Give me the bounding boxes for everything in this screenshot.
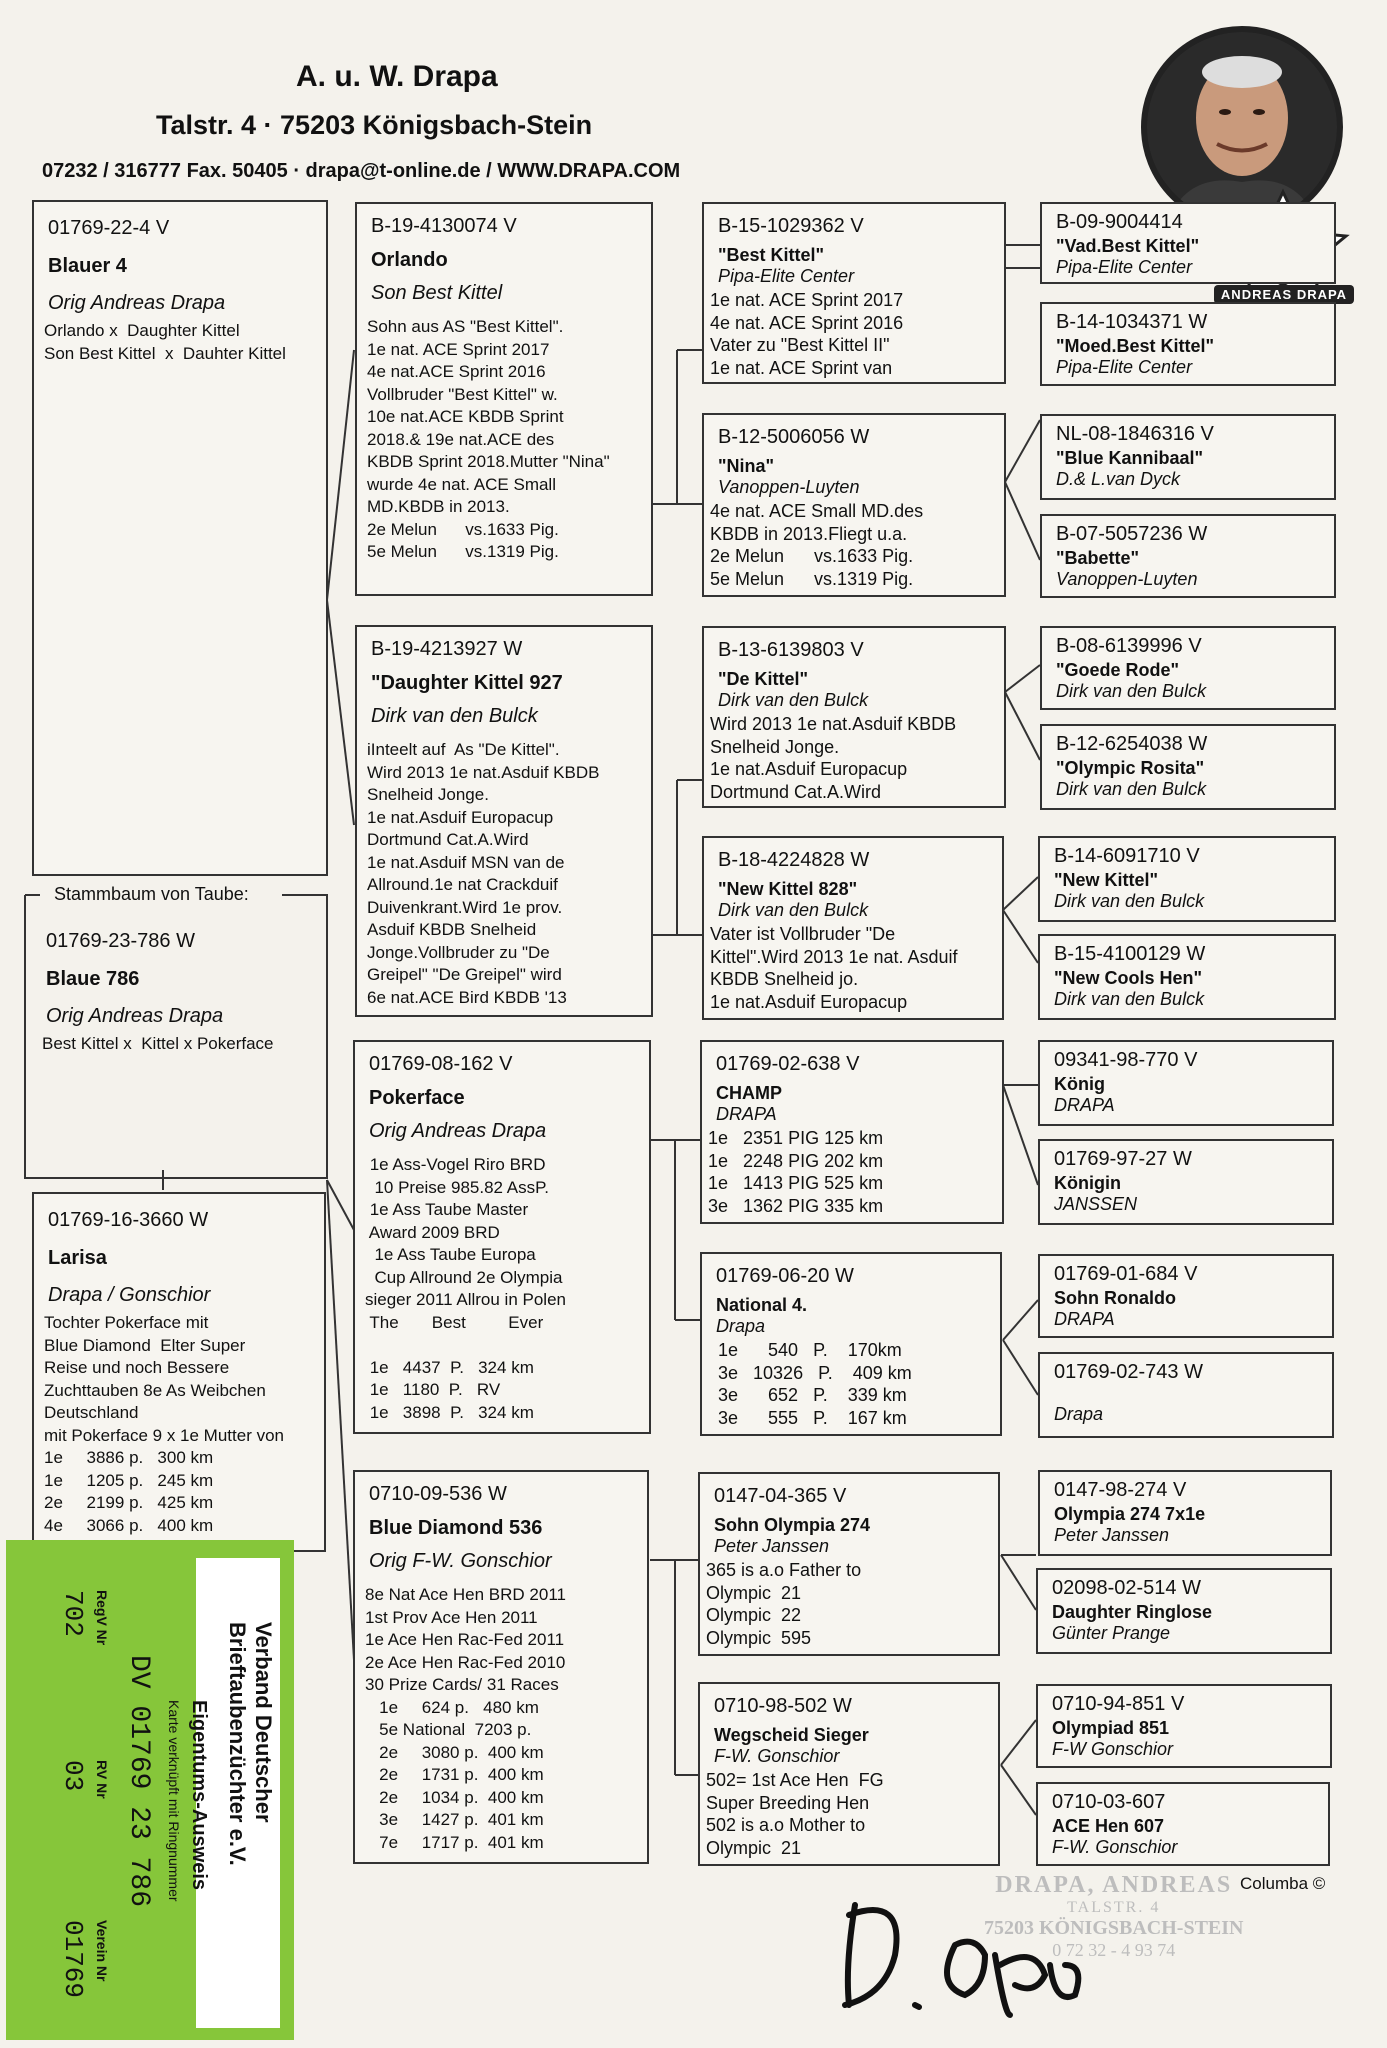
breeder: Orig F-W. Gonschior [369, 1550, 552, 1572]
card-verein-label: Verein Nr [94, 1920, 110, 1982]
notes: Orlando x Daughter Kittel Son Best Kittel x Dauhter Kittel [44, 321, 286, 363]
card-rv-value: 03 [58, 1760, 88, 1792]
pedigree-g4-8 [1038, 1040, 1334, 1126]
notes: 1e 540 P. 170km 3e 10326 P. 409 km 3e 652 P. 339 km 3e 555 P. 167 km [718, 1340, 912, 1428]
breeder: Drapa [1054, 1404, 1104, 1424]
pigeon-name: CHAMP [716, 1083, 782, 1103]
card-rv-label: RV Nr [94, 1760, 110, 1799]
ring-number: B-12-6254038 W [1056, 733, 1208, 755]
pedigree-g4-9 [1038, 1139, 1334, 1225]
ring-number: B-07-5057236 W [1056, 523, 1208, 545]
breeder: Pipa-Elite Center [718, 266, 855, 286]
breeder: Pipa-Elite Center [1056, 257, 1193, 277]
logo-text: ANDREAS DRAPA [1214, 285, 1354, 304]
pigeon-name: "Daughter Kittel 927 [371, 672, 563, 694]
breeder: Dirk van den Bulck [371, 705, 538, 727]
stamp-line3: 75203 KÖNIGSBACH-STEIN [984, 1917, 1244, 1939]
pedigree-g4-7 [1038, 934, 1336, 1020]
breeder-name: A. u. W. Drapa [296, 60, 498, 93]
pedigree-g4-6 [1038, 836, 1336, 922]
pedigree-g4-0 [1040, 202, 1336, 284]
pigeon-name: Blue Diamond 536 [369, 1517, 543, 1539]
ring-number: B-15-1029362 V [718, 215, 864, 237]
pigeon-name: "New Cools Hen" [1054, 968, 1203, 988]
breeder-address: Talstr. 4 · 75203 Königsbach-Stein [156, 110, 593, 140]
stamp-line1: DRAPA, ANDREAS [995, 1872, 1233, 1898]
pigeon-name: Orlando [371, 249, 448, 271]
pedigree-g3-1 [702, 413, 1006, 597]
breeder: F-W Gonschior [1052, 1739, 1174, 1759]
pigeon-name: Blaue 786 [46, 968, 140, 990]
breeder: Dirk van den Bulck [718, 690, 869, 710]
ring-number: 0710-03-607 [1052, 1791, 1166, 1813]
pigeon-name: "Nina" [718, 456, 775, 476]
notes: Tochter Pokerface mit Blue Diamond Elter Super Reise und noch Bessere Zuchttauben 8e As Weibchen Deutschland mit Pokerface 9 x 1e Mutter von 1e 3886 p. 300 km 1e 1205 p. 245 km 2e 2199 p. 425 km 4e 3066 p. 400 km [44, 1313, 284, 1535]
ring-number: 01769-08-162 V [369, 1053, 513, 1075]
ring-number: B-15-4100129 W [1054, 943, 1206, 965]
pedigree-g4-3 [1040, 514, 1336, 598]
breeder: DRAPA [1054, 1309, 1115, 1329]
copyright: Columba © [1240, 1874, 1326, 1893]
pigeon-name: Larisa [48, 1247, 107, 1269]
breeder: Dirk van den Bulck [718, 900, 869, 920]
card-regv-value: 702 [58, 1590, 88, 1637]
notes: Best Kittel x Kittel x Pokerface [42, 1034, 274, 1053]
breeder: JANSSEN [1054, 1194, 1138, 1214]
pigeon-name: "Best Kittel" [718, 245, 825, 265]
ring-number: B-18-4224828 W [718, 849, 870, 871]
pigeon-name: Sohn Ronaldo [1054, 1288, 1176, 1308]
pigeon-name: Blauer 4 [48, 255, 127, 277]
pedigree-g4-12 [1038, 1470, 1332, 1556]
pigeon-name: König [1054, 1074, 1105, 1094]
section-label: Stammbaum von Taube: [48, 884, 255, 905]
pigeon-name: "New Kittel" [1054, 870, 1159, 890]
handwritten-signature [835, 1885, 1095, 2025]
ring-number: B-14-6091710 V [1054, 845, 1200, 867]
pedigree-g4-1 [1040, 302, 1336, 386]
breeder: Dirk van den Bulck [1056, 681, 1207, 701]
ring-number: B-13-6139803 V [718, 639, 864, 661]
ring-number: B-09-9004414 [1056, 211, 1183, 233]
breeder-contact: 07232 / 316777 Fax. 50405 · drapa@t-online.de / WWW.DRAPA.COM [42, 160, 681, 182]
ring-number: B-12-5006056 W [718, 426, 870, 448]
notes: 365 is a.o Father to Olympic 21 Olympic 22 Olympic 595 [706, 1560, 862, 1648]
ring-number: 0710-09-536 W [369, 1483, 507, 1505]
notes: 1e nat. ACE Sprint 2017 4e nat. ACE Sprint 2016 Vater zu "Best Kittel II" 1e nat. ACE Sprint van [710, 290, 904, 378]
notes: iInteelt auf As "De Kittel". Wird 2013 1e nat.Asduif KBDB Snelheid Jonge. 1e nat.Asduif Europacup Dortmund Cat.A.Wird 1e nat.Asduif MSN van de Allround.1e nat Crackduif Duivenkrant.Wird 1e prov. Asduif KBDB Snelheid Jonge.Vollbruder zu "De Greipel" "De Greipel" wird 6e nat.ACE Bird KBDB '13 [367, 740, 600, 1007]
pedigree-g3-4 [700, 1040, 1004, 1224]
breeder: F-W. Gonschior [1052, 1837, 1178, 1857]
ring-number: 01769-06-20 W [716, 1265, 854, 1287]
card-number: DV 01769 23 786 [123, 1655, 154, 1908]
notes: 1e 2351 PIG 125 km 1e 2248 PIG 202 km 1e 1413 PIG 525 km 3e 1362 PIG 335 km [708, 1128, 884, 1216]
breeder: Orig Andreas Drapa [369, 1120, 547, 1142]
card-small-text: Karte verknüpft mit Ringnummer [166, 1700, 182, 1902]
ring-number: 01769-16-3660 W [48, 1209, 209, 1231]
pigeon-name: ACE Hen 607 [1052, 1816, 1165, 1836]
ring-number: 01769-23-786 W [46, 930, 195, 952]
breeder: Dirk van den Bulck [1054, 891, 1205, 911]
pedigree-g4-13 [1036, 1568, 1332, 1654]
ring-number: 0710-94-851 V [1052, 1693, 1185, 1715]
breeder: Orig Andreas Drapa [48, 292, 226, 314]
pedigree-sire [355, 202, 653, 596]
pigeon-name: Pokerface [369, 1087, 465, 1109]
pedigree-g4-10 [1038, 1254, 1334, 1338]
pigeon-name: "Blue Kannibaal" [1056, 448, 1204, 468]
breeder: Orig Andreas Drapa [46, 1005, 224, 1027]
pedigree-g3-6 [698, 1472, 1000, 1656]
pedigree-g4-11 [1038, 1352, 1334, 1438]
pedigree-g4-5 [1040, 724, 1336, 810]
ring-number: B-19-4213927 W [371, 638, 523, 660]
breeder: Drapa / Gonschior [48, 1284, 211, 1306]
ring-number: 0147-98-274 V [1054, 1479, 1187, 1501]
notes: Wird 2013 1e nat.Asduif KBDB Snelheid Jonge. 1e nat.Asduif Europacup Dortmund Cat.A.Wird [710, 714, 957, 802]
card-rotated-content [14, 1550, 294, 2030]
notes: Sohn aus AS "Best Kittel". 1e nat. ACE Sprint 2017 4e nat.ACE Sprint 2016 Vollbruder "Best Kittel" w. 10e nat.ACE KBDB Sprint 2018.& 19e nat.ACE des KBDB Sprint 2018.Mutter "Nina" wurde 4e nat. ACE Small MD.KBDB in 2013. 2e Melun vs.1633 Pig. 5e Melun vs.1319 Pig. [367, 317, 610, 561]
pigeon-name: "Moed.Best Kittel" [1056, 336, 1215, 356]
ring-number: 01769-02-743 W [1054, 1361, 1203, 1383]
card-title [224, 1622, 276, 1922]
pigeon-name: National 4. [716, 1295, 808, 1315]
pedigree-g4-2 [1040, 414, 1336, 500]
notes: 8e Nat Ace Hen BRD 2011 1st Prov Ace Hen 2011 1e Ace Hen Rac-Fed 2011 2e Ace Hen Rac-Fed 2010 30 Prize Cards/ 31 Races 1e 624 p. 480 km 5e National 7203 p. 2e 3080 p. 400 km 2e 1731 p. 400 km 2e 1034 p. 400 km 3e 1427 p. 401 km 7e 1717 p. 401 km [365, 1585, 566, 1852]
pigeon-name: Olympia 274 7x1e [1054, 1504, 1206, 1524]
pedigree-dam [355, 625, 653, 1017]
pigeon-name: Königin [1054, 1173, 1121, 1193]
pigeon-name: "De Kittel" [718, 669, 809, 689]
ring-number: 09341-98-770 V [1054, 1049, 1198, 1071]
breeder: Vanoppen-Luyten [718, 477, 860, 497]
breeder: Son Best Kittel [371, 282, 503, 304]
stamp-line2: TALSTR. 4 [1067, 1899, 1161, 1916]
ring-number: 01769-01-684 V [1054, 1263, 1198, 1285]
notes: 1e Ass-Vogel Riro BRD 10 Preise 985.82 AssP. 1e Ass Taube Master Award 2009 BRD 1e Ass Taube Europa Cup Allround 2e Olympia sieger 2011 Allrou in Polen The Best Ever 1e 4437 P. 324 km 1e 1180 P. RV 1e 3898 P. 324 km [365, 1155, 566, 1422]
card-verein-value: 01769 [58, 1920, 88, 1999]
breeder: Pipa-Elite Center [1056, 357, 1193, 377]
notes: 502= 1st Ace Hen FG Super Breeding Hen 502 is a.o Mother to Olympic 21 [706, 1770, 884, 1858]
breeder: DRAPA [716, 1104, 777, 1124]
breeder: Vanoppen-Luyten [1056, 569, 1198, 589]
pigeon-name: "Olympic Rosita" [1056, 758, 1205, 778]
card-title-line2: Brieftaubenzüchter e.V. [225, 1622, 250, 1866]
ring-number: B-08-6139996 V [1056, 635, 1202, 657]
pedigree-g4-14 [1036, 1684, 1332, 1768]
breeder: F-W. Gonschior [714, 1746, 840, 1766]
pedigree-sibling2 [32, 1192, 326, 1552]
breeder: Peter Janssen [1054, 1525, 1170, 1545]
breeder: Günter Prange [1052, 1623, 1171, 1643]
pigeon-name: "Babette" [1056, 548, 1140, 568]
ring-number: 01769-97-27 W [1054, 1148, 1192, 1170]
ring-number: 0147-04-365 V [714, 1485, 847, 1507]
notes: Vater ist Vollbruder "De Kittel".Wird 2013 1e nat. Asduif KBDB Snelheid jo. 1e nat.Asduif Europacup [710, 924, 958, 1012]
breeder: D.& L.van Dyck [1056, 469, 1181, 489]
pedigree-g3-0 [702, 202, 1006, 384]
pedigree-sibling2-dam [353, 1470, 649, 1864]
ownership-card [6, 1540, 294, 2040]
card-regv-label: RegV Nr [94, 1590, 110, 1646]
pedigree-sibling [32, 915, 328, 1180]
ring-number: 02098-02-514 W [1052, 1577, 1201, 1599]
pigeon-name: Sohn Olympia 274 [714, 1515, 871, 1535]
pigeon-name: "Goede Rode" [1056, 660, 1180, 680]
ring-number: NL-08-1846316 V [1056, 423, 1214, 445]
pedigree-sibling2-sire [353, 1040, 651, 1434]
card-subtitle: Eigentums-Ausweis [188, 1700, 210, 1891]
stamp-line4: 0 72 32 - 4 93 74 [1052, 1940, 1176, 1960]
pedigree-g3-5 [700, 1252, 1002, 1436]
ring-number: 0710-98-502 W [714, 1695, 852, 1717]
pedigree-g3-3 [702, 836, 1004, 1020]
card-title-line1: Verband Deutscher [251, 1622, 276, 1823]
pedigree-g3-7 [698, 1682, 1000, 1866]
pigeon-name: Wegscheid Sieger [714, 1725, 869, 1745]
breeder: Dirk van den Bulck [1054, 989, 1205, 1009]
pigeon-name: "Vad.Best Kittel" [1056, 236, 1200, 256]
pigeon-name: Daughter Ringlose [1052, 1602, 1213, 1622]
ring-number: 01769-02-638 V [716, 1053, 860, 1075]
ring-number: B-19-4130074 V [371, 215, 517, 237]
pedigree-g4-15 [1036, 1782, 1330, 1866]
pedigree-g4-4 [1040, 626, 1336, 710]
notes: 4e nat. ACE Small MD.des KBDB in 2013.Fliegt u.a. 2e Melun vs.1633 Pig. 5e Melun vs.1319 Pig. [710, 501, 924, 589]
ring-number: 01769-22-4 V [48, 217, 170, 239]
pedigree-g3-2 [702, 626, 1006, 808]
pedigree-subject [32, 200, 328, 876]
breeder: Peter Janssen [714, 1536, 830, 1556]
pigeon-name: Olympiad 851 [1052, 1718, 1170, 1738]
breeder: DRAPA [1054, 1095, 1115, 1115]
breeder: Dirk van den Bulck [1056, 779, 1207, 799]
ring-number: B-14-1034371 W [1056, 311, 1208, 333]
breeder: Drapa [716, 1316, 766, 1336]
pigeon-name: "New Kittel 828" [718, 879, 858, 899]
